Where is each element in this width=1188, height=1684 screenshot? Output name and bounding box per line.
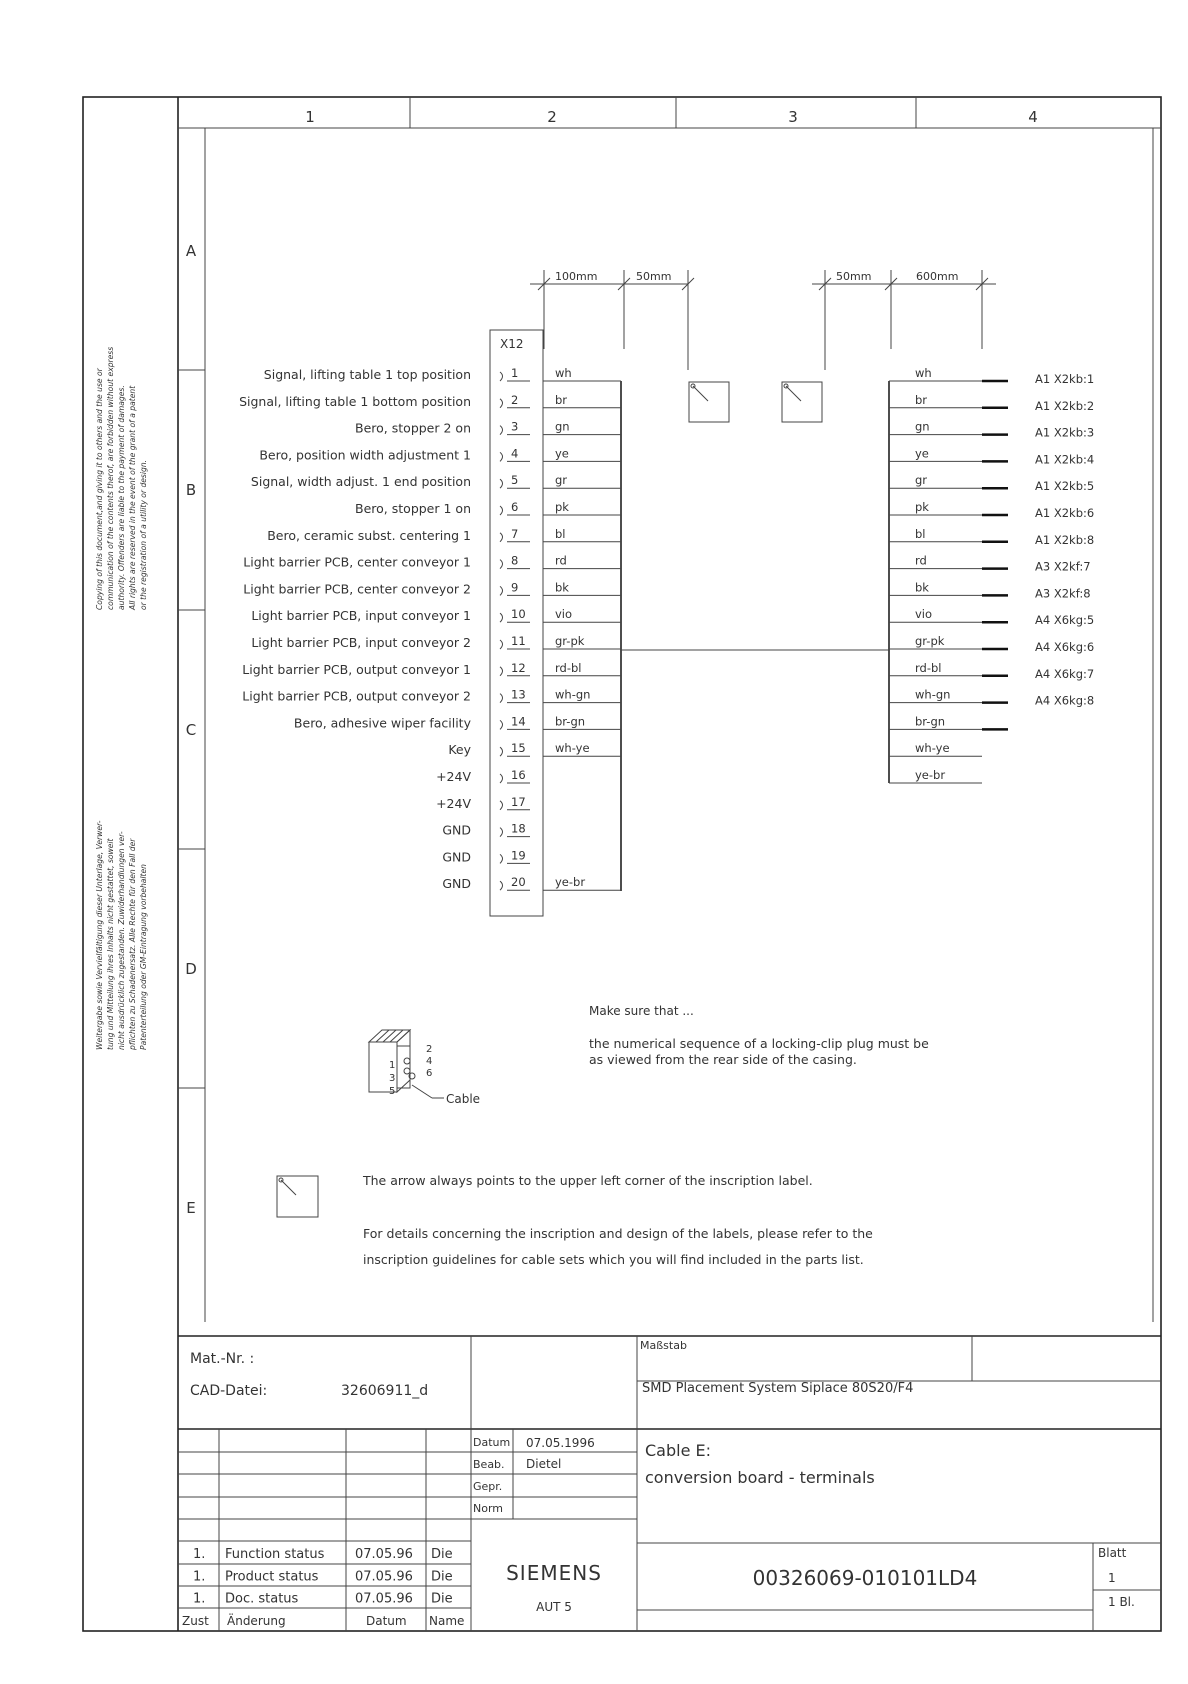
beab-value: Dietel xyxy=(526,1457,562,1471)
terminal-label: A1 X2kb:3 xyxy=(1035,425,1095,440)
rev-name: Die xyxy=(431,1591,453,1607)
hdr-datum: Datum xyxy=(366,1614,407,1628)
revision-rows xyxy=(193,1547,453,1607)
wire-color-label: vio xyxy=(555,607,573,622)
pin-signal-label: Key xyxy=(448,742,471,758)
right-wire-row xyxy=(889,714,1008,729)
terminal-label: A1 X2kb:1 xyxy=(1035,372,1095,386)
pin-socket-icon xyxy=(500,881,503,890)
wire-color-label: br xyxy=(915,392,928,407)
note-details-2: inscription guidelines for cable sets which you will find included in the parts list. xyxy=(363,1252,864,1267)
row-label-d: D xyxy=(185,960,197,978)
pin-number: 2 xyxy=(511,392,519,407)
svg-text:authority. Offenders are liabl: authority. Offenders are liable to the payment of damages. xyxy=(117,385,126,610)
pin-signal-label: Light barrier PCB, center conveyor 2 xyxy=(243,581,471,597)
pin-signal-label: Signal, lifting table 1 top position xyxy=(263,367,471,382)
pin-row xyxy=(294,714,621,730)
pin-signal-label: Light barrier PCB, input conveyor 2 xyxy=(251,635,471,650)
pin-socket-icon xyxy=(500,426,503,435)
pin-rows xyxy=(239,366,621,891)
pin-socket-icon xyxy=(500,452,503,461)
terminal-label: A1 X2kb:8 xyxy=(1035,532,1095,547)
pin-number: 12 xyxy=(511,660,526,675)
wire-color-label: gr-pk xyxy=(915,634,945,648)
pin-row xyxy=(448,741,621,757)
pin-socket-icon xyxy=(500,613,503,622)
pin-socket-icon xyxy=(500,533,503,542)
pin-socket-icon xyxy=(500,560,503,569)
division: AUT 5 xyxy=(536,1600,572,1614)
pin-number: 10 xyxy=(511,607,526,622)
column-label-2: 2 xyxy=(547,108,557,126)
terminal-label: A3 X2kf:7 xyxy=(1035,559,1091,574)
blatt-label: Blatt xyxy=(1098,1546,1127,1560)
wire-color-label: gn xyxy=(555,419,570,434)
pin-signal-label: Bero, ceramic subst. centering 1 xyxy=(267,527,471,543)
svg-text:6: 6 xyxy=(426,1068,433,1079)
note-sequence-2: as viewed from the rear side of the casing. xyxy=(589,1052,857,1067)
terminal-label: A1 X2kb:5 xyxy=(1035,479,1095,494)
right-wire-row xyxy=(889,768,982,783)
dim-50mm-left: 50mm xyxy=(636,270,672,283)
terminal-label: A4 X6kg:8 xyxy=(1035,693,1095,708)
pin-signal-label: GND xyxy=(442,822,471,838)
pin-row xyxy=(442,875,621,891)
pin-socket-icon xyxy=(500,774,503,783)
hdr-zust: Zust xyxy=(182,1614,209,1628)
pin-signal-label: Light barrier PCB, output conveyor 1 xyxy=(242,661,471,677)
pin-socket-icon xyxy=(500,828,503,837)
pin-socket-icon xyxy=(500,854,503,863)
wire-color-label: rd-bl xyxy=(555,660,582,675)
svg-text:2: 2 xyxy=(426,1044,433,1055)
revision-row xyxy=(193,1547,453,1562)
pin-signal-label: Bero, position width adjustment 1 xyxy=(259,447,471,463)
wire-color-label: rd-bl xyxy=(915,660,942,675)
pin-row xyxy=(242,661,621,677)
wire-color-label: rd xyxy=(555,553,567,568)
pin-number: 3 xyxy=(511,419,519,434)
svg-text:Copying of this document,and g: Copying of this document,and giving it to others and the use or xyxy=(95,368,104,610)
svg-text:tung und Mitteilung ihres Inha: tung und Mitteilung ihres Inhalts nicht gestattet, soweit xyxy=(106,838,115,1050)
locking-clip-plug-icon xyxy=(369,1030,480,1106)
right-wire-row xyxy=(889,473,1094,493)
wire-color-label: ye-br xyxy=(555,875,586,890)
pin-row xyxy=(239,393,621,409)
pin-signal-label: Signal, width adjust. 1 end position xyxy=(250,474,471,490)
pin-signal-label: Light barrier PCB, output conveyor 2 xyxy=(242,688,471,704)
pin-row xyxy=(436,768,530,784)
pin-socket-icon xyxy=(500,667,503,676)
right-wire-row xyxy=(889,446,1094,466)
pin-socket-icon xyxy=(500,506,503,515)
svg-text:Patenterteilung oder GM-Eintra: Patenterteilung oder GM-Eintragung vorbehalten xyxy=(139,864,148,1050)
pin-signal-label: Bero, adhesive wiper facility xyxy=(293,715,471,731)
pin-socket-icon xyxy=(500,694,503,703)
terminal-label: A1 X2kb:6 xyxy=(1035,506,1095,520)
pin-row xyxy=(251,473,621,489)
pin-number: 15 xyxy=(511,741,526,756)
pin-socket-icon xyxy=(500,720,503,729)
norm-label: Norm xyxy=(473,1502,504,1515)
side-note-english xyxy=(95,347,148,611)
right-terminal-rows xyxy=(889,366,1094,783)
pin-row xyxy=(242,688,621,704)
rev-name: Die xyxy=(431,1569,453,1585)
blatt-value: 1 xyxy=(1108,1571,1116,1585)
right-wire-row xyxy=(889,500,1094,520)
beab-label: Beab. xyxy=(473,1458,505,1471)
right-wire-row xyxy=(889,688,1094,708)
wire-color-label: bl xyxy=(915,526,926,541)
company-logo: SIEMENS xyxy=(506,1561,602,1585)
column-label-1: 1 xyxy=(305,108,315,126)
terminal-label: A4 X6kg:5 xyxy=(1035,613,1095,628)
inscription-label-example xyxy=(277,1176,318,1217)
pin-signal-label: GND xyxy=(442,876,471,892)
svg-text:5: 5 xyxy=(389,1086,396,1097)
rev-zust: 1. xyxy=(193,1591,206,1607)
pin-number: 5 xyxy=(511,473,519,488)
rev-aenderung: Function status xyxy=(225,1547,325,1562)
pin-number: 18 xyxy=(511,821,526,836)
pin-row xyxy=(251,634,621,650)
datum-label: Datum xyxy=(473,1436,511,1449)
pin-row xyxy=(355,420,621,436)
column-label-4: 4 xyxy=(1028,108,1038,126)
svg-text:Weitergabe sowie Vervielfältig: Weitergabe sowie Vervielfältigung dieser Unterlage, Verwer- xyxy=(95,820,104,1050)
wire-color-label: ye xyxy=(555,446,569,461)
connector-label: X12 xyxy=(500,337,524,351)
wire-color-label: br-gn xyxy=(915,714,946,729)
drawing-title-1: Cable E: xyxy=(645,1441,712,1460)
inscription-label-left xyxy=(689,382,729,422)
svg-text:4: 4 xyxy=(426,1056,433,1067)
column-label-3: 3 xyxy=(788,108,798,126)
pin-signal-label: Signal, lifting table 1 bottom position xyxy=(239,393,471,409)
wire-color-label: gr xyxy=(915,473,928,488)
wire-color-label: wh xyxy=(555,366,572,380)
rev-aenderung: Product status xyxy=(225,1569,319,1585)
pin-socket-icon xyxy=(500,801,503,810)
wire-color-label: pk xyxy=(915,500,929,514)
wire-color-label: ye-br xyxy=(915,768,946,782)
right-wire-row xyxy=(889,554,1091,574)
svg-text:All rights are reserved in the: All rights are reserved in the event of the grant of a patent xyxy=(128,385,137,610)
pin-number: 1 xyxy=(511,366,519,380)
row-label-a: A xyxy=(185,242,197,260)
terminal-label: A3 X2kf:8 xyxy=(1035,586,1091,601)
right-wire-row xyxy=(889,741,982,756)
dimension-right xyxy=(812,270,996,370)
row-label-e: E xyxy=(186,1199,196,1217)
svg-text:pflichten zu Schadenersatz. Al: pflichten zu Schadenersatz. Alle Rechte für den Fall der xyxy=(128,838,137,1050)
note-details-1: For details concerning the inscription and design of the labels, please refer to the xyxy=(363,1226,873,1241)
pin-socket-icon xyxy=(500,372,503,381)
inscription-label-right xyxy=(782,382,822,422)
pin-signal-label: Light barrier PCB, center conveyor 1 xyxy=(243,554,471,570)
pin-number: 20 xyxy=(511,875,526,890)
dim-50mm-right: 50mm xyxy=(836,270,872,283)
pin-number: 4 xyxy=(511,446,519,461)
wire-color-label: bk xyxy=(915,580,929,595)
wire-color-label: pk xyxy=(555,500,569,514)
wire-color-label: br xyxy=(555,392,568,407)
cad-label: CAD-Datei: xyxy=(190,1383,268,1399)
wire-color-label: wh-ye xyxy=(915,741,950,756)
row-label-b: B xyxy=(185,481,197,499)
hdr-name: Name xyxy=(429,1614,465,1628)
pin-socket-icon xyxy=(500,479,503,488)
pin-number: 6 xyxy=(511,500,519,514)
pin-number: 16 xyxy=(511,768,526,782)
pin-row xyxy=(243,580,621,596)
cable-label: Cable xyxy=(446,1092,481,1106)
pin-number: 13 xyxy=(511,687,526,702)
massstab-label: Maßstab xyxy=(640,1339,687,1352)
hdr-aenderung: Änderung xyxy=(227,1614,286,1628)
pin-row xyxy=(267,527,621,543)
pin-row xyxy=(442,848,530,864)
rev-datum: 07.05.96 xyxy=(355,1591,413,1607)
blatt-total: 1 Bl. xyxy=(1108,1595,1135,1609)
terminal-label: A4 X6kg:6 xyxy=(1035,640,1095,654)
terminal-label: A1 X2kb:4 xyxy=(1035,452,1095,467)
document-number: 00326069-010101LD4 xyxy=(752,1566,978,1590)
terminal-label: A4 X6kg:7 xyxy=(1035,666,1095,681)
wire-color-label: gn xyxy=(915,419,930,434)
svg-text:3: 3 xyxy=(389,1073,396,1084)
mat-nr-label: Mat.-Nr. : xyxy=(190,1351,255,1367)
pin-socket-icon xyxy=(500,399,503,408)
pin-row xyxy=(243,554,621,570)
pin-row xyxy=(436,795,530,811)
pin-signal-label: +24V xyxy=(436,795,471,811)
pin-row xyxy=(251,607,621,623)
svg-text:communication of the contents: communication of the contents therof, are forbidden without express xyxy=(106,346,115,610)
rev-zust: 1. xyxy=(193,1569,206,1585)
note-sequence-1: the numerical sequence of a locking-clip plug must be xyxy=(589,1036,929,1051)
terminal-label: A1 X2kb:2 xyxy=(1035,398,1095,413)
pin-number: 17 xyxy=(511,794,526,809)
wire-color-label: wh-ye xyxy=(555,741,590,756)
pin-row xyxy=(442,822,530,838)
right-wire-row xyxy=(889,634,1094,654)
pin-signal-label: Bero, stopper 1 on xyxy=(355,501,471,516)
right-wire-row xyxy=(889,420,1094,440)
gepr-label: Gepr. xyxy=(473,1480,503,1493)
row-label-c: C xyxy=(185,721,197,739)
note-make-sure: Make sure that ... xyxy=(589,1004,694,1018)
rev-datum: 07.05.96 xyxy=(355,1569,413,1585)
pin-row xyxy=(355,500,621,516)
wire-color-label: bl xyxy=(555,526,566,541)
svg-text:nicht ausdrücklich zugestanden: nicht ausdrücklich zugestanden. Zuwiderhandlungen ver- xyxy=(117,831,126,1050)
svg-text:1: 1 xyxy=(389,1060,396,1071)
rev-datum: 07.05.96 xyxy=(355,1547,413,1562)
pin-row xyxy=(259,446,621,462)
pin-signal-label: +24V xyxy=(436,769,471,784)
rev-aenderung: Doc. status xyxy=(225,1591,299,1607)
pin-socket-icon xyxy=(500,586,503,595)
pin-number: 14 xyxy=(511,714,526,729)
pin-number: 7 xyxy=(511,526,519,541)
pin-row xyxy=(264,366,621,382)
pin-signal-label: Bero, stopper 2 on xyxy=(355,420,471,436)
note-arrow: The arrow always points to the upper left corner of the inscription label. xyxy=(363,1173,813,1188)
right-wire-row xyxy=(889,661,1094,681)
right-wire-row xyxy=(889,527,1094,547)
right-wire-row xyxy=(889,580,1091,600)
pin-signal-label: Light barrier PCB, input conveyor 1 xyxy=(251,608,471,624)
dim-100mm: 100mm xyxy=(555,270,598,283)
datum-value: 07.05.1996 xyxy=(526,1436,595,1450)
drawing-title-2: conversion board - terminals xyxy=(645,1468,875,1487)
pin-socket-icon xyxy=(500,747,503,756)
wire-color-label: gr-pk xyxy=(555,634,585,648)
wire-color-label: wh xyxy=(915,366,932,380)
side-note-german xyxy=(95,820,148,1051)
wire-color-label: wh-gn xyxy=(915,687,951,702)
revision-row xyxy=(193,1592,453,1607)
system-name: SMD Placement System Siplace 80S20/F4 xyxy=(642,1381,914,1396)
pin-signal-label: GND xyxy=(442,849,471,865)
pin-number: 8 xyxy=(511,553,519,568)
right-wire-row xyxy=(889,393,1094,413)
wire-color-label: ye xyxy=(915,446,929,461)
dim-600mm: 600mm xyxy=(916,270,959,283)
pin-number: 9 xyxy=(511,580,519,595)
outer-frame xyxy=(83,97,1161,1631)
wire-color-label: bk xyxy=(555,580,569,595)
dimension-left xyxy=(530,270,694,370)
right-wire-row xyxy=(889,607,1094,627)
cad-value: 32606911_d xyxy=(341,1383,429,1399)
pin-number: 19 xyxy=(511,848,526,863)
pin-number: 11 xyxy=(511,634,526,648)
svg-text:or the registration of a utili: or the registration of a utility or design. xyxy=(139,459,148,610)
wire-color-label: vio xyxy=(915,607,933,622)
wire-color-label: wh-gn xyxy=(555,687,591,702)
rev-name: Die xyxy=(431,1547,453,1562)
right-wire-row xyxy=(889,366,1094,386)
wire-color-label: gr xyxy=(555,473,568,488)
rev-zust: 1. xyxy=(193,1547,206,1562)
wire-color-label: br-gn xyxy=(555,714,586,729)
revision-row xyxy=(193,1569,453,1584)
pin-socket-icon xyxy=(500,640,503,649)
wire-color-label: rd xyxy=(915,553,927,568)
